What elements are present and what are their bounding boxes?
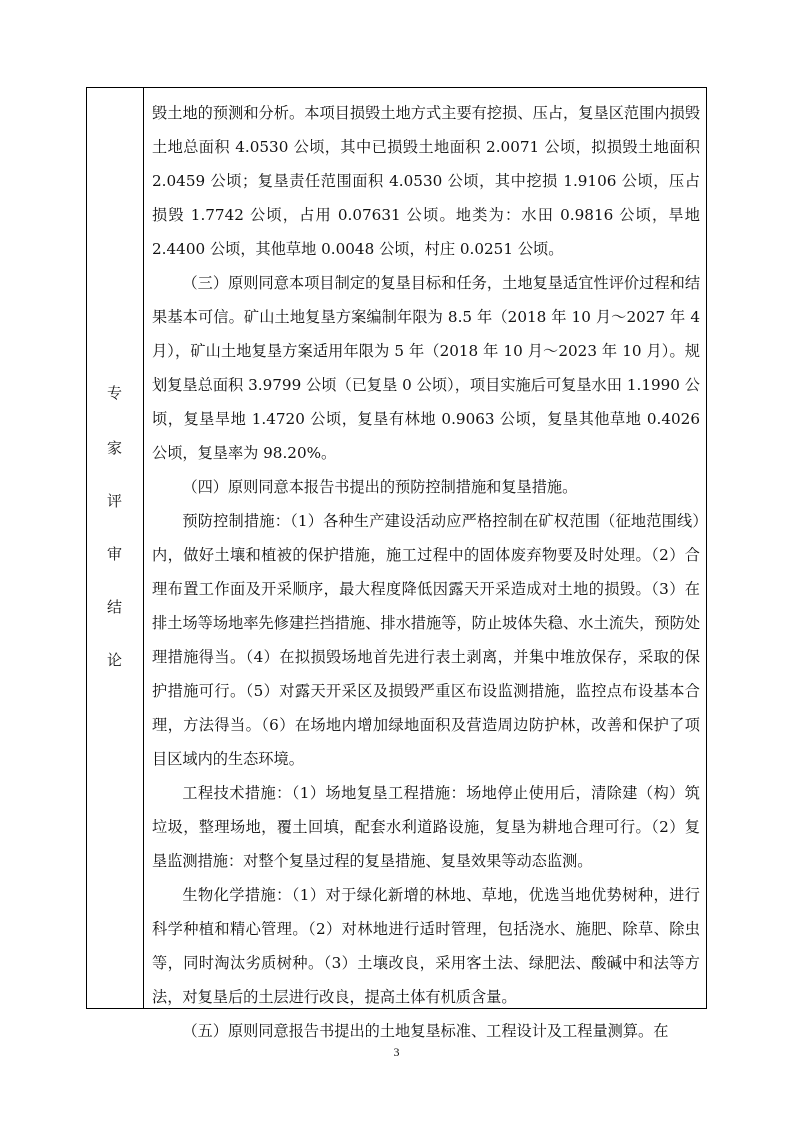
paragraph-engineering-measures: 工程技术措施：（1）场地复垦工程措施：场地停止使用后，清除建（构）筑垃圾，整理场地，覆土回填，配套水利道路设施，复垦为耕地合理可行。（2）复垦监测措施：对整个复垦过程的复垦措施、复垦效果等动态监测。 xyxy=(152,784,700,870)
paragraph-prevention-measures: 预防控制措施：（1）各种生产建设活动应严格控制在矿权范围（征地范围线）内，做好土壤和植被的保护措施，施工过程中的固体废弃物要及时处理。（2）合理布置工作面及开采顺序，最大程度降低因露天开采造成对土地的损毁。（3）在排土场等场地率先修建拦挡措施、排水措施等，防止坡体失稳、水土流失，预防处理措施得当。（4）在拟损毁场地首先进行表土剥离，并集中堆放保存，采取的保护措施可行。（5）对露天开采区及损毁严重区布设监测措施，监控点布设基本合理，方法得当。（6）在场地内增加绿地面积及营造周边防护林，改善和保护了项目区域内的生态环境。 xyxy=(152,512,700,768)
paragraph-biochemical-measures: 生物化学措施：（1）对于绿化新增的林地、草地，优选当地优势树种，进行科学种植和精心管理。（2）对林地进行适时管理，包括浇水、施肥、除草、除虫等，同时淘汰劣质树种。（3）土壤改良，采用客土法、绿肥法、酸碱中和法等方法，对复垦后的土层进行改良，提高土体有机质含量。 xyxy=(152,886,700,1006)
side-label-char-1: 专 xyxy=(106,384,122,402)
side-label-char-3: 评 xyxy=(106,492,122,510)
review-conclusion-text xyxy=(152,96,700,1040)
column-divider xyxy=(143,87,144,1009)
side-label-char-2: 家 xyxy=(106,439,122,457)
page-number: 3 xyxy=(393,1045,400,1059)
side-label-char-6: 论 xyxy=(106,651,122,669)
paragraph-item-4: （四）原则同意本报告书提出的预防控制措施和复垦措施。 xyxy=(182,478,578,496)
side-label-char-4: 审 xyxy=(106,545,122,563)
side-label-char-5: 结 xyxy=(106,598,122,616)
paragraph-item-3: （三）原则同意本项目制定的复垦目标和任务，土地复垦适宜性评价过程和结果基本可信。矿山土地复垦方案编制年限为 8.5 年（2018 年 10 月～2027 年 4 月），矿山土地复垦方案适用年限为 5 年（2018 年 10 月～2023 年 10 月）。规划复垦总面积 3.9799 公顷（已复垦 0 公顷），项目实施后可复垦水田 1.1990 公顷，复垦旱地 1.4720 公顷，复垦有林地 0.9063 公顷，复垦其他草地 0.4026 公顷，复垦率为 98.20%。 xyxy=(152,274,700,462)
paragraph-loss-analysis: 毁土地的预测和分析。本项目损毁土地方式主要有挖损、压占，复垦区范围内损毁土地总面积 4.0530 公顷，其中已损毁土地面积 2.0071 公顷，拟损毁土地面积 2.0459 公顷；复垦责任范围面积 4.0530 公顷，其中挖损 1.9106 公顷，压占损毁 1.7742 公顷，占用 0.07631 公顷。地类为：水田 0.9816 公顷，旱地 2.4400 公顷，其他草地 0.0048 公顷，村庄 0.0251 公顷。 xyxy=(152,104,700,258)
paragraph-item-5: （五）原则同意报告书提出的土地复垦标准、工程设计及工程量测算。在 xyxy=(182,1022,669,1040)
